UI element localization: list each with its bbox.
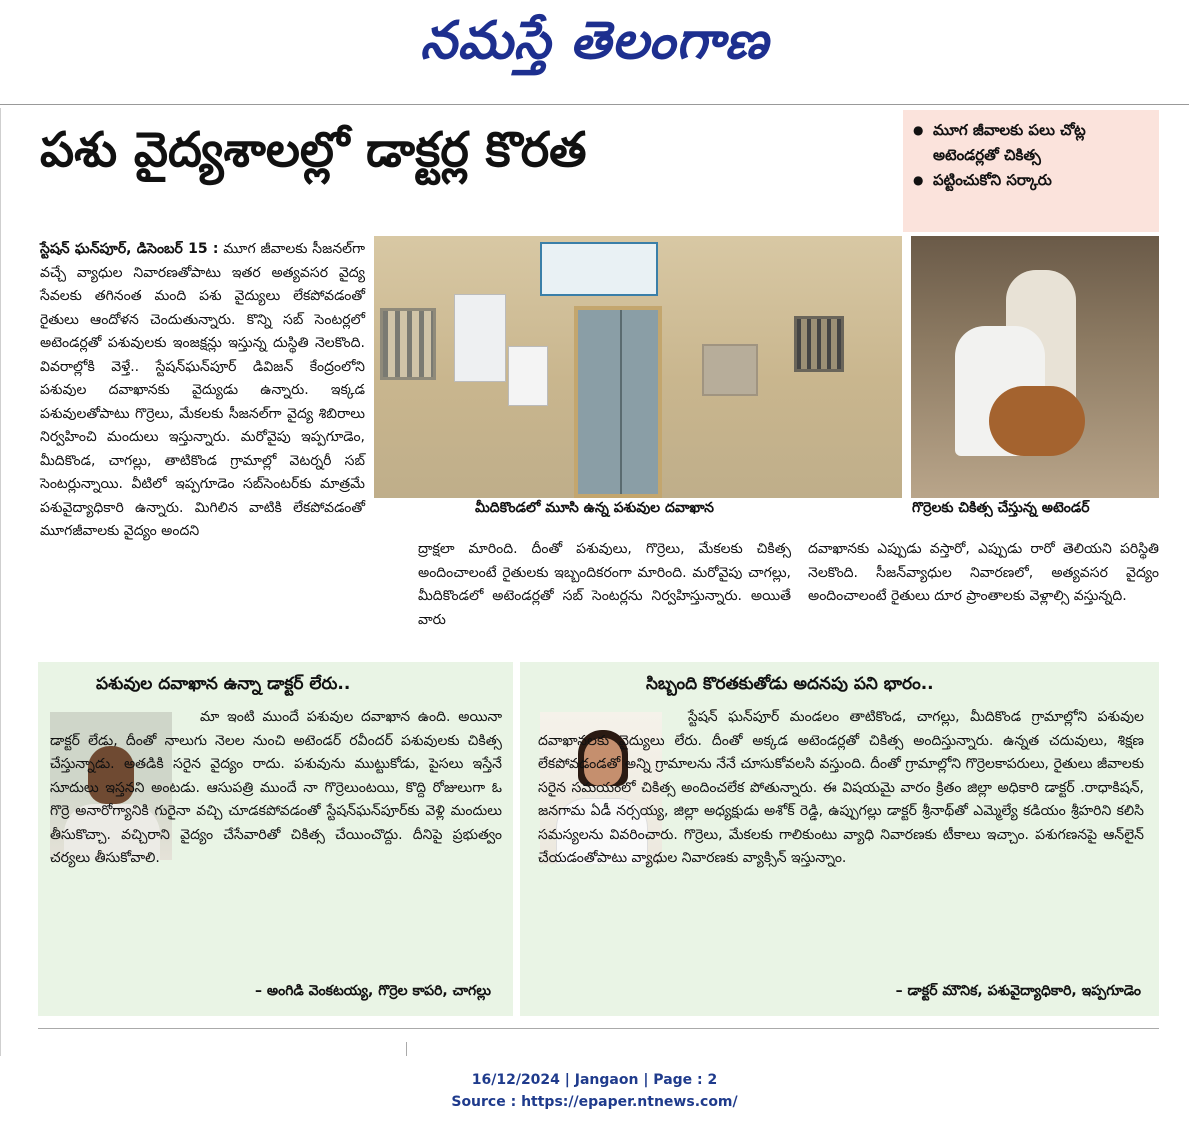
- footer-source: Source : https://epaper.ntnews.com/: [451, 1094, 738, 1110]
- quote-box-signature: – అంగిడి వెంకటయ్య, గొర్రెల కాపరి, చాగల్లు: [255, 983, 491, 999]
- hospital-sign: [540, 242, 658, 296]
- photo-caption: మీదికొండలో మూసి ఉన్న పశువుల దవాఖాన: [475, 500, 715, 516]
- wall-board: [702, 344, 758, 396]
- article-column-3: దవాఖానకు ఎప్పుడు వస్తారో, ఎప్పుడు రారో తెలియని పరిస్థితి నెలకొంది. సీజన్‌వ్యాధుల నివారణలో, అత్యవసర వైద్యం అందించాలంటే రైతులు దూర ప్రాంతాలకు వెళ్లాల్సి వస్తున్నది.: [808, 541, 1159, 604]
- photo-caption: గొర్రెలకు చికిత్స చేస్తున్న అటెండర్: [912, 500, 1090, 516]
- article-column-1: [40, 238, 365, 658]
- window-right: [794, 316, 844, 372]
- masthead: [0, 0, 1189, 100]
- masthead-rule: [0, 104, 1189, 105]
- footer-date-edition: 16/12/2024 | Jangaon | Page : 2: [471, 1072, 718, 1088]
- highlight-item: ● పట్టించుకోని సర్కారు: [911, 168, 1151, 193]
- page-edge: [0, 108, 1, 1056]
- highlight-item: ● మూగ జీవాలకు పలు చోట్ల అటెండర్లతో చికిత్స: [911, 118, 1151, 168]
- wall-poster: [454, 294, 506, 382]
- dateline: స్టేషన్ ఘన్‌పూర్, డిసెంబర్ 15 :: [40, 241, 219, 257]
- headline: పశు వైద్యశాలల్లో డాక్టర్ల కొరత: [40, 122, 587, 178]
- quote-box-shepherd: [38, 662, 513, 1016]
- goat: [989, 386, 1085, 456]
- quote-box-signature: – డాక్టర్ మౌనిక, పశువైద్యాధికారి, ఇప్పగూడెం: [895, 983, 1141, 999]
- article-column-2: ద్రాక్షలా మారింది. దీంతో పశువులు, గొర్రెలు, మేకలకు చికిత్స అందించాలంటే రైతులకు ఇబ్బందికరంగా మారింది. మరోవైపు చాగల్లు, మీదికొండలో అటెండర్లతో సబ్ సెంటర్లను నిర్వహిస్తున్నారు. అయితే వారు: [418, 541, 791, 628]
- photo-attender-treating-sheep: [911, 236, 1159, 498]
- quote-box-doctor: [520, 662, 1159, 1016]
- quote-box-title: సిబ్బంది కొరతకుతోడు అదనపు పని భారం..: [646, 674, 934, 694]
- quote-box-text: స్టేషన్ ఘన్‌పూర్ మండలం తాటికొండ, చాగల్లు, మీదికొండ గ్రామాల్లోని పశువుల దవాఖానలకు వైద్యులు లేరు. దీంతో అక్కడ అటెండర్లతో చికిత్స అందిస్తున్నారు. ఉన్నత చదువులు, శిక్షణ లేకపోవడండతో అన్ని గ్రామాలను నేనే చూసుకోవలసి వస్తుంది. దీంతో గ్రామాల్లోని గొర్రెలకాపరులు, రైతులు జీవాలకు సరైన సమయంలో చికిత్స అందించలేక పోతున్నారు. ఈ విషయమై వారం క్రితం జిల్లా అధికారి డాక్టర్ .రాధాకిషన్, జనగామ ఏడీ నర్సయ్య, జిల్లా అధ్యక్షుడు అశోక్ రెడ్డి, ఉప్పుగల్లు డాక్టర్ శ్రీనాథ్‌తో ఎమ్మెల్యే కడియం శ్రీహరిని కలిసి సమస్యలను వివరించారు. గొర్రెలు, మేకలకు గాలికుంటు వ్యాధి నివారణకు టీకాలు ఇచ్చాం. పశుగణనపై ఆన్‌లైన్ చేయడంతోపాటు వ్యాధుల నివారణకు వ్యాక్సిన్ ఇస్తున్నాం.: [538, 709, 1144, 866]
- window-left: [380, 308, 436, 380]
- highlights-box: [903, 110, 1159, 232]
- article-text: మూగ జీవాలకు సీజనల్‌గా వచ్చే వ్యాధుల నివారణతోపాటు ఇతర అత్యవసర వైద్య సేవలకు తగినంత మంది పశు వైద్యులు లేకపోవడంతో రైతులు ఆందోళన చెందుతున్నారు. కొన్ని సబ్ సెంటర్లలో అటెండర్లతో పశువులకు ఇంజక్షన్లు ఇస్తున్న దుస్థితి నెలకొంది. వివరాల్లోకి వెళ్తే.. స్టేషన్‌ఘన్‌పూర్ డివిజన్ కేంద్రంలోని పశువుల దవాఖానకు వైద్యుడు ఉన్నారు. ఇక్కడ పశువులతోపాటు గొర్రెలు, మేకలకు సీజనల్‌గా వైద్య శిబిరాలు నిర్వహించి మందులు ఇస్తున్నారు. మరోవైపు ఇప్పగూడెం, మీదికొండ, చాగల్లు, తాటికొండ గ్రామాల్లో వెటర్నరీ సబ్ సెంటర్లున్నాయి. వీటిలో ఇప్పగూడెం సబ్‌సెంటర్‌కు మాత్రమే పశువైద్యాధికారి ఉన్నారు. మిగిలిన వాటికి లేకపోవడంతో మూగజీవాలకు వైద్యం అందని: [40, 241, 365, 539]
- closed-door: [574, 306, 662, 498]
- quote-box-text: మా ఇంటి ముందే పశువుల దవాఖాన ఉంది. అయినా డాక్టర్ లేడు, దీంతో నాలుగు నెలల నుంచి అటెండర్ రవీందర్ పశువులకు చికిత్స చేస్తున్నాడు. అతడికి సరైన వైద్యం రాదు. పశువును ముట్టుకోడు, పైసలు ఇస్తేనే సూదులు ఇస్తనని అంటడు. ఆసుపత్రి ముందే నా గొర్రెలుంటయి, కొద్ది రోజులుగా ఓ గొర్రె అనారోగ్యానికి గురైనా వచ్చి చూడకపోవడంతో స్టేషన్‌ఘన్‌పూర్‌కు వెళ్లి మందులు తీసుకొచ్చా. వచ్చిరాని వైద్యం చేసేవారితో చికిత్స చేయించొద్దు. దీనిపై ప్రభుత్వం చర్యలు తీసుకోవాలి.: [50, 709, 502, 866]
- bottom-divider: [406, 1042, 407, 1056]
- quote-box-title: పశువుల దవాఖాన ఉన్నా డాక్టర్ లేరు..: [96, 674, 351, 694]
- bottom-rule: [38, 1028, 1159, 1029]
- photo-closed-hospital: [374, 236, 902, 498]
- wall-poster: [508, 346, 548, 406]
- masthead-logo: నమస్తే తెలంగాణ: [420, 10, 769, 71]
